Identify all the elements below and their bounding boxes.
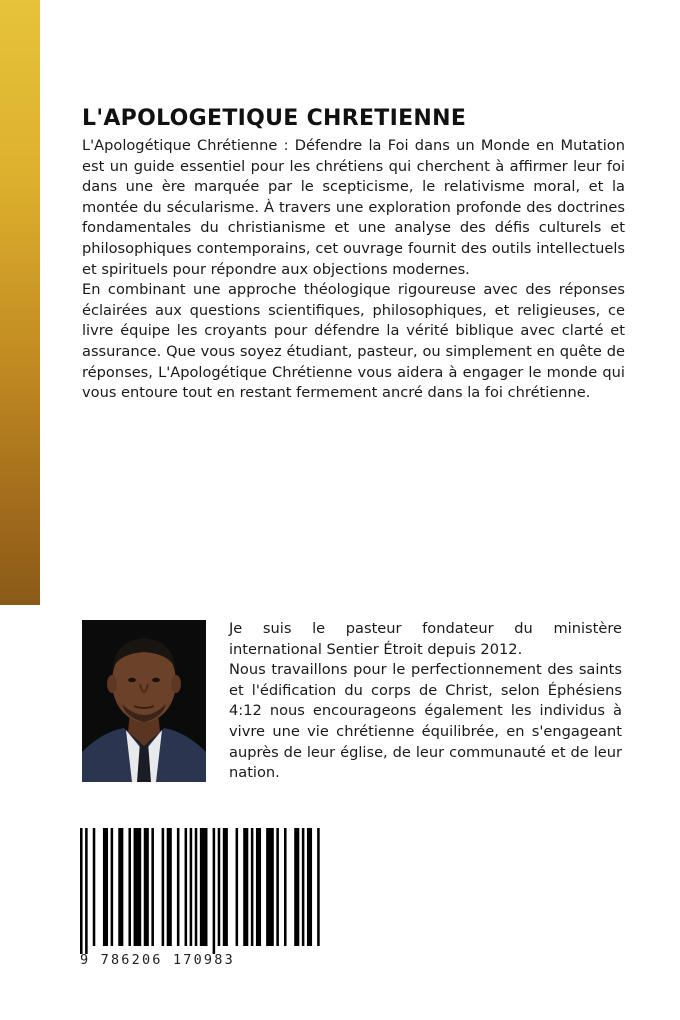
barcode-bar xyxy=(213,828,216,954)
barcode-bar xyxy=(190,828,193,946)
barcode-bar xyxy=(177,828,180,946)
book-title: L'APOLOGETIQUE CHRETIENNE xyxy=(82,106,467,131)
barcode-bar xyxy=(307,828,312,946)
barcode-bar xyxy=(302,828,305,946)
barcode-bar xyxy=(218,828,221,946)
barcode-bar xyxy=(151,828,154,946)
barcode-bar xyxy=(266,828,274,946)
barcode-bar xyxy=(243,828,248,946)
blurb-paragraph-1: L'Apologétique Chrétienne : Défendre la Foi dans un Monde en Mutation est un guide essentiel pour les chrétiens qui cherchent à affirmer leur foi dans une ère marquée par le scepticisme, le relativisme moral, et la montée du sécularisme. À travers une exploration profonde des doctrines fondamentales du christianisme et une analyse des défis culturels et philosophiques contemporains, cet ouvrage fournit des outils intellectuels et spirituels pour répondre aux objections modernes. xyxy=(82,137,625,278)
barcode-bar xyxy=(251,828,254,946)
barcode-bar xyxy=(317,828,320,946)
barcode-bar xyxy=(103,828,108,946)
barcode-bar xyxy=(223,828,228,946)
barcode-bar xyxy=(195,828,198,946)
barcode-bar xyxy=(85,828,88,954)
barcode-bar xyxy=(93,828,96,946)
barcode-bar xyxy=(128,828,131,946)
back-cover-blurb xyxy=(82,136,625,404)
barcode-bar xyxy=(118,828,123,946)
bio-paragraph-1: Je suis le pasteur fondateur du ministère international Sentier Étroit depuis 2012. xyxy=(229,620,622,658)
barcode-bar xyxy=(185,828,188,946)
barcode-bar xyxy=(294,828,299,946)
isbn-digits: 9 786206 170983 xyxy=(80,952,235,968)
barcode-bar xyxy=(111,828,114,946)
author-bio xyxy=(229,619,622,784)
gold-gradient-band xyxy=(0,0,40,605)
barcode-bar xyxy=(162,828,165,946)
barcode-bar xyxy=(236,828,239,946)
bio-paragraph-2: Nous travaillons pour le perfectionnement des saints et l'édification du corps de Christ, selon Éphésiens 4:12 nous encourageons également les individus à vivre une vie chrétienne équilibrée, en s'engageant auprès de leur église, de leur communauté et de leur nation. xyxy=(229,661,622,782)
barcode-bar xyxy=(167,828,172,946)
blurb-paragraph-2: En combinant une approche théologique rigoureuse avec des réponses éclairées aux questions scientifiques, philosophiques, et religieuses, ce livre équipe les croyants pour défendre la vérité biblique avec clarté et assurance. Que vous soyez étudiant, pasteur, ou simplement en quête de réponses, L'Apologétique Chrétienne vous aidera à engager le monde qui vous entoure tout en restant fermement ancré dans la foi chrétienne. xyxy=(82,281,625,402)
barcode-bar xyxy=(80,828,83,954)
barcode-bar xyxy=(200,828,208,946)
barcode-bar xyxy=(144,828,149,946)
barcode-bar xyxy=(276,828,279,946)
author-photo xyxy=(82,620,206,782)
barcode-bar xyxy=(284,828,287,946)
barcode-bar xyxy=(134,828,142,946)
barcode-bar xyxy=(256,828,261,946)
